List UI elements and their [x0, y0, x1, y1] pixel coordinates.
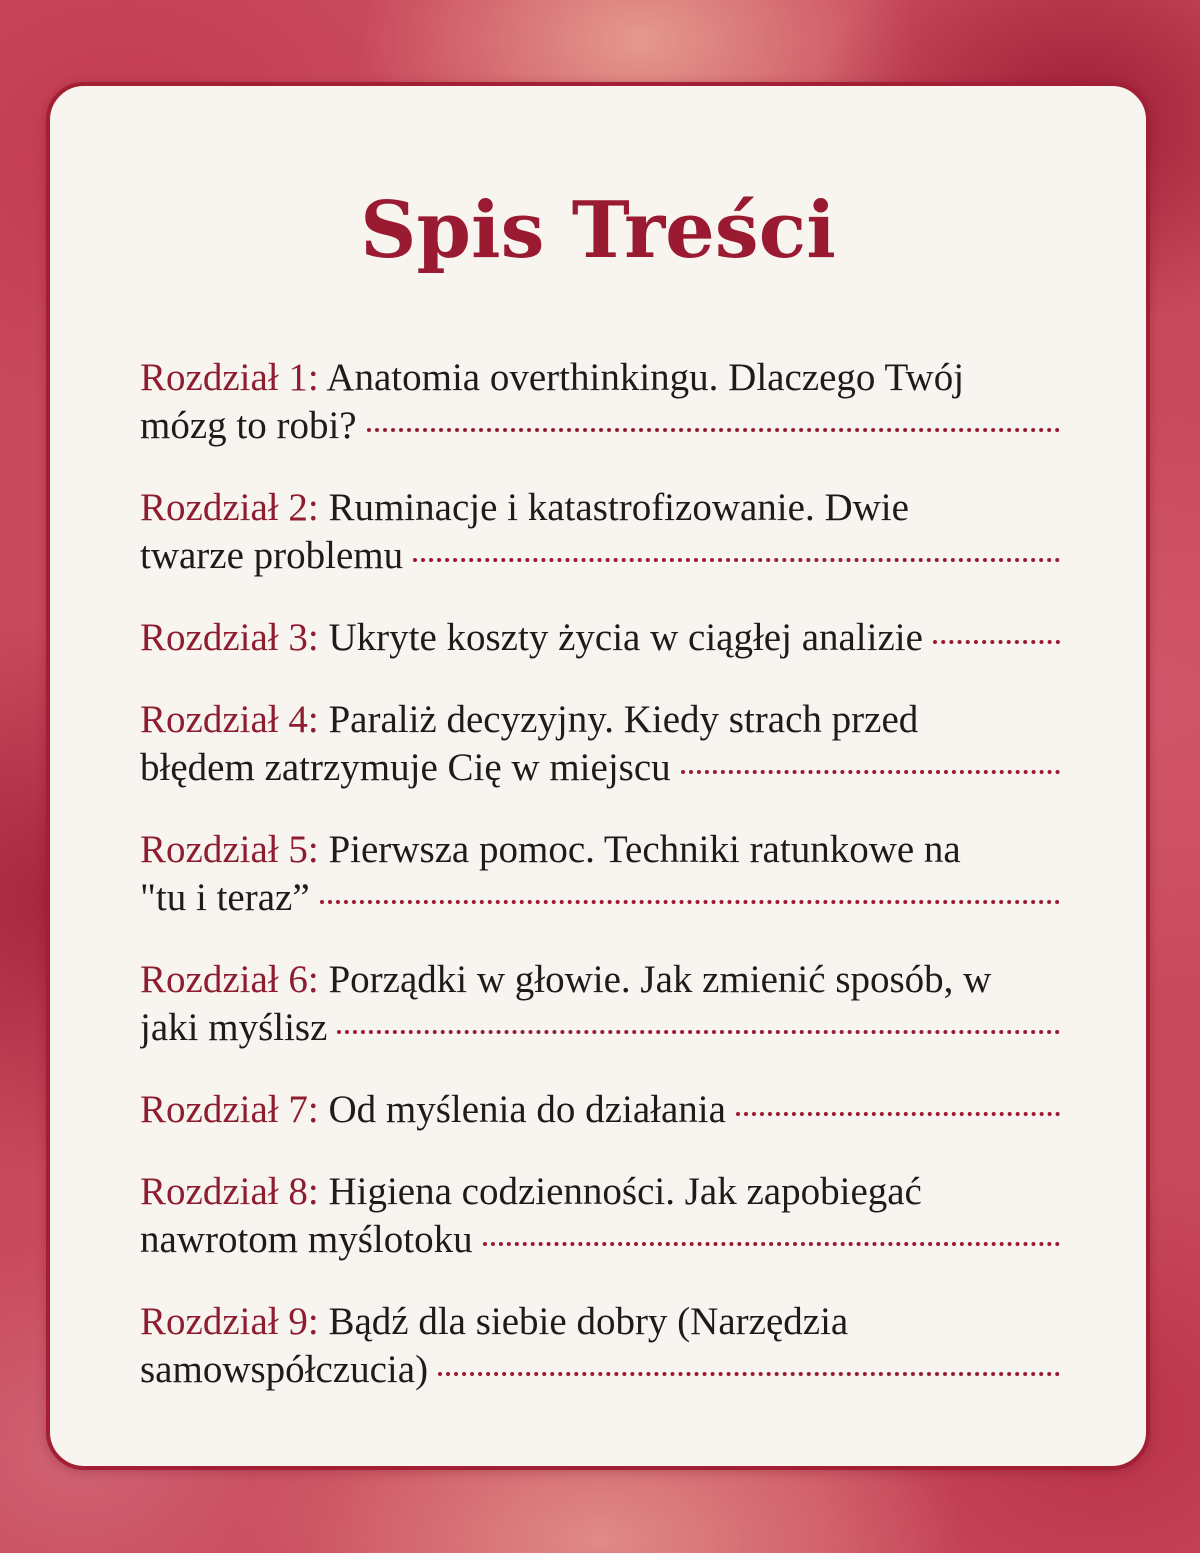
- chapter-title: Paraliż decyzyjny. Kiedy strach przed: [328, 698, 919, 741]
- chapter-label: Rozdział 6:: [140, 958, 319, 1001]
- toc-entry-4[interactable]: [140, 696, 1060, 792]
- chapter-title: Bądź dla siebie dobry (Narzędzia: [328, 1300, 849, 1343]
- dot-leader: [681, 770, 1060, 774]
- chapter-title: Ruminacje i katastrofizowanie. Dwie: [328, 486, 909, 529]
- chapter-title: Od myślenia do działania: [328, 1088, 726, 1131]
- chapter-label: Rozdział 7:: [140, 1088, 319, 1131]
- dot-leader: [933, 640, 1060, 644]
- table-of-contents: [140, 354, 1060, 1428]
- chapter-title: Ukryte koszty życia w ciągłej analizie: [328, 616, 923, 659]
- dot-leader: [736, 1112, 1060, 1116]
- chapter-title-cont: samowspółczucia): [140, 1348, 429, 1391]
- chapter-title: Porządki w głowie. Jak zmienić sposób, w: [328, 958, 992, 1001]
- chapter-title: Higiena codzienności. Jak zapobiegać: [328, 1170, 922, 1213]
- toc-entry-9[interactable]: [140, 1298, 1060, 1394]
- toc-entry-8[interactable]: [140, 1168, 1060, 1264]
- chapter-label: Rozdział 3:: [140, 616, 319, 659]
- chapter-label: Rozdział 5:: [140, 828, 319, 871]
- dot-leader: [367, 428, 1060, 432]
- toc-entry-1[interactable]: [140, 354, 1060, 450]
- chapter-label: Rozdział 8:: [140, 1170, 319, 1213]
- chapter-title: Pierwsza pomoc. Techniki ratunkowe na: [328, 828, 961, 871]
- toc-entry-3[interactable]: [140, 614, 1060, 662]
- toc-entry-5[interactable]: [140, 826, 1060, 922]
- chapter-title-cont: jaki myślisz: [140, 1006, 328, 1049]
- chapter-title-cont: błędem zatrzymuje Cię w miejscu: [140, 746, 671, 789]
- dot-leader: [413, 558, 1060, 562]
- chapter-title-cont: "tu i teraz”: [140, 876, 310, 919]
- chapter-title-cont: mózg to robi?: [140, 404, 357, 447]
- chapter-title-cont: nawrotom myślotoku: [140, 1218, 473, 1261]
- chapter-label: Rozdział 2:: [140, 486, 319, 529]
- chapter-label: Rozdział 4:: [140, 698, 319, 741]
- toc-entry-2[interactable]: [140, 484, 1060, 580]
- chapter-title-cont: twarze problemu: [140, 534, 404, 577]
- dot-leader: [483, 1242, 1060, 1246]
- chapter-label: Rozdział 1:: [140, 356, 319, 399]
- toc-entry-7[interactable]: [140, 1086, 1060, 1134]
- dot-leader: [320, 900, 1060, 904]
- dot-leader: [438, 1372, 1060, 1376]
- chapter-title: Anatomia overthinkingu. Dlaczego Twój: [326, 356, 965, 399]
- chapter-label: Rozdział 9:: [140, 1300, 319, 1343]
- dot-leader: [337, 1030, 1060, 1034]
- page-title: Spis Treści: [360, 185, 836, 276]
- toc-card: [46, 82, 1150, 1470]
- toc-entry-6[interactable]: [140, 956, 1060, 1052]
